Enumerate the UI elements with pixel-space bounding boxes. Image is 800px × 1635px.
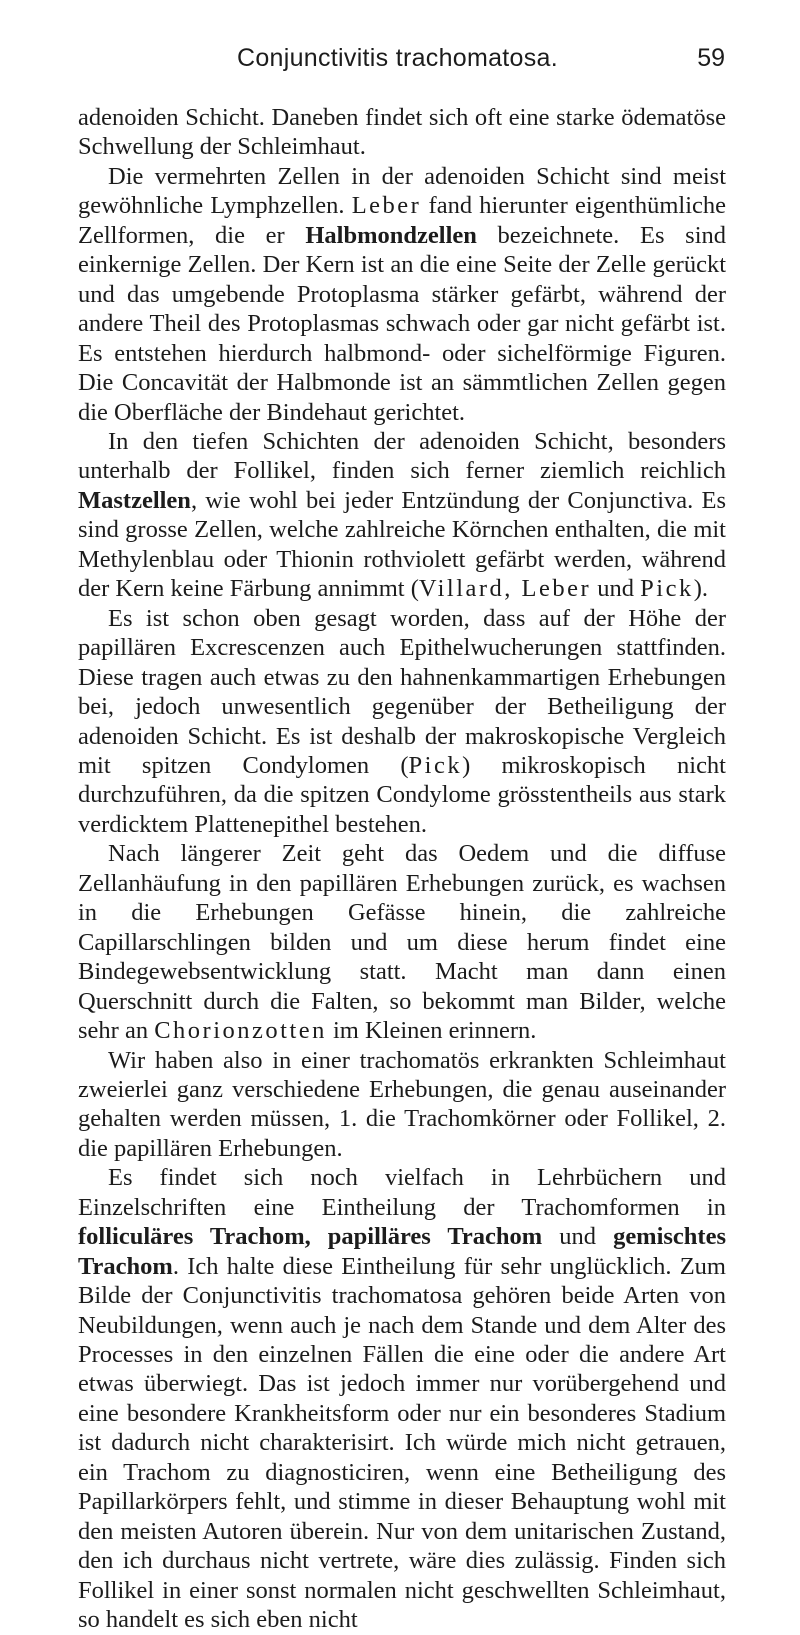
text-run: ) mikroskopisch nicht durchzuführen, da die spitzen Condylome grösstentheils aus stark verdicktem Plattenepithel bestehen. <box>78 751 726 838</box>
author-name: Pick <box>408 751 463 779</box>
body-text <box>78 103 726 1635</box>
text-run: fand hierunter eigenthümliche Zellformen, die er <box>78 192 727 249</box>
text-run: In den tiefen Schichten der adenoiden Schicht, besonders unterhalb der Follikel, finden sich ferner ziemlich reichlich <box>78 427 726 485</box>
text-run: im Kleinen erinnern. <box>326 1017 537 1045</box>
text-run: adenoiden Schicht. Daneben findet sich oft eine starke ödematöse Schwellung der Schleimhaut. <box>78 104 726 161</box>
text-run: Es ist schon oben gesagt worden, dass auf der Höhe der papillären Excrescenzen auch Epithelwucherungen stattfinden. Diese tragen auch etwas zu den hahnenkammartigen Erhebungen bei, jedoch unwesentlich gegenüber der Betheiligung der adenoiden Schicht. Es ist deshalb der makroskopische Vergleich mit spitzen Condylomen ( <box>78 604 726 779</box>
text-run: . Ich halte diese Eintheilung für sehr unglücklich. Zum Bilde der Conjunctivitis trachomatosa gehören beide Arten von Neubildungen, wenn auch je nach dem Stande und dem Alter des Processes in den einzelnen Fällen die eine oder die andere Art etwas überwiegt. Das ist jedoch immer nur vorübergehend und eine besondere Krankheitsform oder nur ein besonderes Stadium ist dadurch nicht charakterisirt. Ich würde mich nicht getrauen, ein Trachom zu diagnosticiren, wenn eine Betheiligung des Papillarkörpers fehlt, und stimme in dieser Behauptung wohl mit den meisten Autoren überein. Nur von dem unitarischen Zustand, den ich durchaus nicht vertrete, wäre dies zulässig. Finden sich Follikel in einer sonst normalen nicht geschwellten Schleimhaut, so handelt es sich eben nicht <box>78 1252 726 1634</box>
running-title: Conjunctivitis trachomatosa. <box>236 44 559 72</box>
paragraph <box>78 839 726 1045</box>
author-name: Pick <box>640 575 694 603</box>
paragraph <box>78 103 726 162</box>
page-number: 59 <box>697 44 725 72</box>
text-run: Wir haben also in einer trachomatös erkrankten Schleimhaut zweierlei ganz verschiedene Erhebungen, die genau auseinander gehalten werden müssen, 1. die Trachomkörner oder Follikel, 2. die papillären Erhebungen. <box>78 1046 726 1162</box>
author-name: Leber <box>351 192 422 220</box>
paragraph <box>78 427 726 604</box>
bold-term: Mastzellen <box>78 486 191 514</box>
text-run: Es findet sich noch vielfach in Lehrbüchern und Einzelschriften eine Eintheilung der Trachomformen in <box>78 1164 726 1221</box>
author-name: Chorionzotten <box>154 1017 327 1045</box>
bold-term: folliculäres Trachom, papilläres Trachom <box>78 1223 543 1251</box>
text-run: , wie wohl bei jeder Entzündung der Conjunctiva. Es sind grosse Zellen, welche zahlreiche Körnchen enthalten, die mit Methylenblau oder Thionin rothviolett gefärbt werden, während der Kern keine Färbung annimmt ( <box>78 486 726 603</box>
text-run: und <box>542 1223 614 1251</box>
running-head <box>70 44 725 80</box>
paragraph <box>78 162 726 427</box>
bold-term: gemischtes Trachom <box>78 1223 727 1280</box>
text-run: Nach längerer Zeit geht das Oedem und die diffuse Zellanhäufung in den papillären Erhebungen zurück, es wachsen in die Erhebungen Gefässe hinein, die zahlreiche Capillarschlingen bilden und um diese herum findet eine Bindegewebsentwicklung statt. Macht man dann einen Querschnitt durch die Falten, so bekommt man Bilder, welche sehr an <box>78 840 726 1045</box>
paragraph <box>78 1046 726 1164</box>
text-run: Die vermehrten Zellen in der adenoiden Schicht sind meist gewöhnliche Lymphzellen. <box>78 162 726 220</box>
text-run: bezeichnete. Es sind einkernige Zellen. Der Kern ist an die eine Seite der Zelle gerückt und das umgebende Protoplasma stärker gefärbt, während der andere Theil des Protoplasmas schwach oder gar nicht gefärbt ist. Es entstehen hierdurch halbmond- oder sichelförmige Figuren. Die Concavität der Halbmonde ist an sämmtlichen Zellen gegen die Oberfläche der Bindehaut gerichtet. <box>78 221 727 426</box>
paragraph <box>78 1163 726 1634</box>
text-run: und <box>591 575 641 603</box>
paragraph <box>78 604 726 840</box>
bold-term: Halbmondzellen <box>305 221 477 249</box>
text-run: ). <box>693 575 709 603</box>
author-name: Villard, Leber <box>418 575 592 603</box>
